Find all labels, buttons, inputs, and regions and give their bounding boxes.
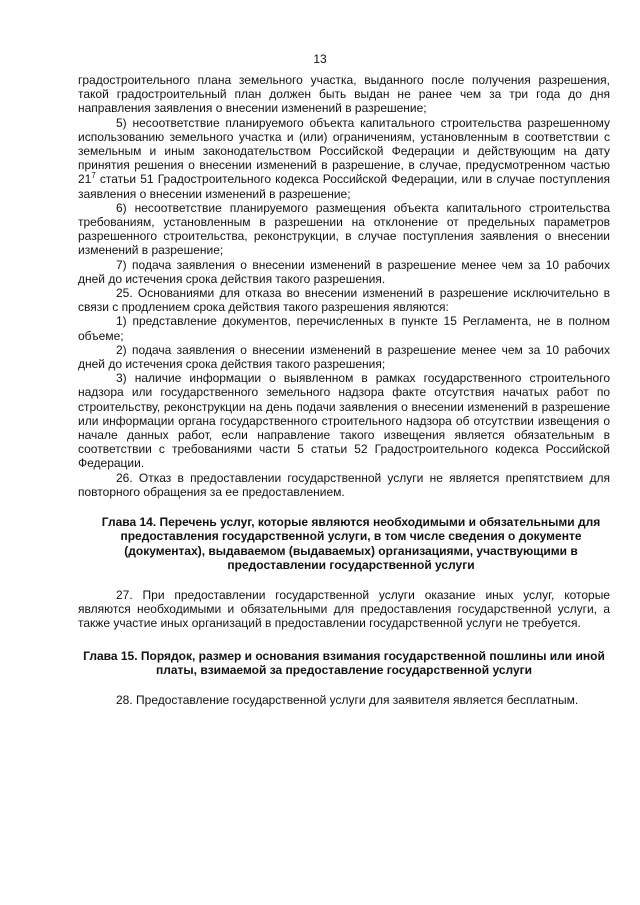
paragraph-25-item-3: 3) наличие информации о выявленном в рамках государственного строительного надзора или государственного земельного надзора факте отсутствия начатых работ по строительству, реконструкции на день подачи заявления о внесении изменений в разрешение или информации органа государственного строительного надзора об отсутствии извещения о начале данных работ, если направление такого извещения является обязательным в соответствии с требованиями части 5 статьи 52 Градостроительного кодекса Российской Федерации. [78,371,610,471]
page-number: 13 [313,52,327,66]
paragraph-continuation: градостроительного плана земельного участка, выданного после получения разрешения, такой градостроительный план должен быть выдан не ранее чем за три года до дня направления заявления о внесении изменений в разрешение; [78,73,610,116]
paragraph-25-item-2: 2) подача заявления о внесении изменений в разрешение менее чем за 10 рабочих дней до истечения срока действия такого разрешения; [78,342,610,372]
paragraph-27: 27. При предоставлении государственной услуги оказание иных услуг, которые являются необходимыми и обязательными для предоставления государственной услуги, а также участие иных организаций в предоставлении государственной услуги не требуется. [78,587,610,631]
paragraph-item-7: 7) подача заявления о внесении изменений в разрешение менее чем за 10 рабочих дней до истечения срока действия такого разрешения. [78,257,610,286]
chapter-14-heading: Глава 14. Перечень услуг, которые являются необходимыми и обязательными для предоставления государственной услуги, в том числе сведения о документе (документах), выдаваемом (выдаваемых) организациями, участвующими в предоставлении государственной услуги [101,515,601,572]
paragraph-28: 28. Предоставление государственной услуги для заявителя является бесплатным. [116,692,579,707]
paragraph-item-5 [78,116,610,201]
paragraph-25: 25. Основаниями для отказа во внесении изменений в разрешение исключительно в связи с продлением срока действия такого разрешения являются: [78,286,610,315]
item-5-superscript: 7 [91,171,96,181]
item-5-text-b: статьи 51 Градостроительного кодекса Российской Федерации, или в случае поступления заявления о внесении изменений в разрешение; [78,172,610,201]
paragraph-item-6: 6) несоответствие планируемого размещения объекта капитального строительства требованиям, установленным в разрешении на отклонение от предельных параметров разрешенного строительства, реконструкции, в случае поступления заявления о внесении изменений в разрешение; [78,200,610,258]
item-5-text-a: 5) несоответствие планируемого объекта капитального строительства разрешенному использованию земельного участка и (или) ограничениям, установленным в соответствии с земельным и иным законодательством Российской Федерации и действующим на дату принятия решения о внесении изменений в разрешение, в случае, предусмотренном частью 21 [78,115,610,187]
chapter-15-heading: Глава 15. Порядок, размер и основания взимания государственной пошлины или иной платы, взимаемой за предоставление государственной услуги [83,648,605,677]
paragraph-26: 26. Отказ в предоставлении государственной услуги не является препятствием для повторного обращения за ее предоставлением. [78,470,610,499]
document-body [78,73,610,707]
paragraph-25-item-1: 1) представление документов, перечисленных в пункте 15 Регламента, не в полном объеме; [78,314,610,343]
